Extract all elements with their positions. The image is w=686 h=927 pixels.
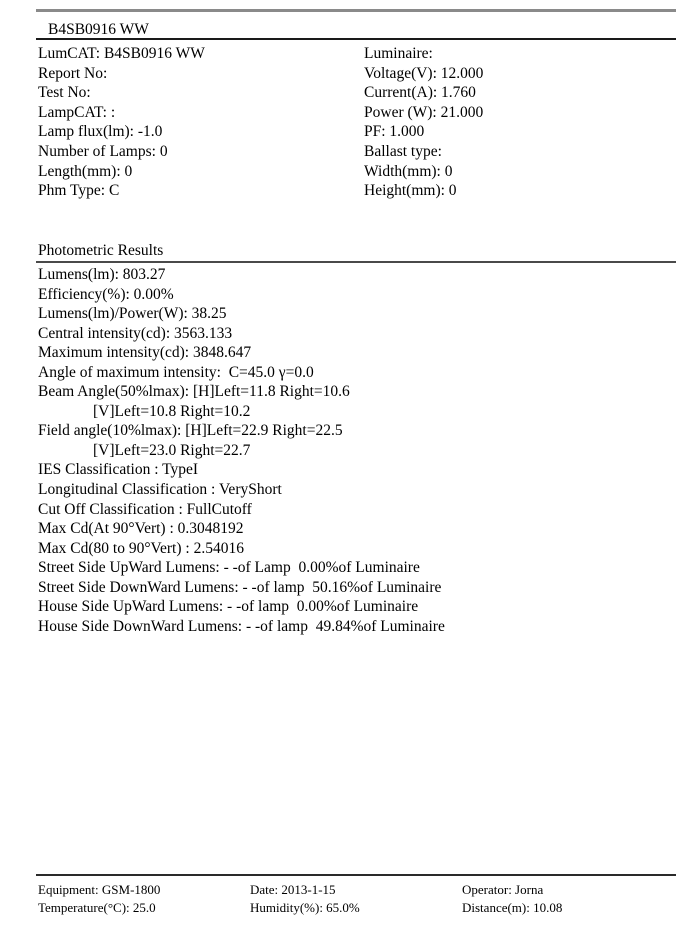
- photometric-underline-rule: [36, 261, 676, 263]
- report-title: B4SB0916 WW: [48, 21, 149, 38]
- footer-column-operator: [462, 881, 562, 916]
- footer-line-date: Date: 2013-1-15: [250, 882, 336, 897]
- photometric-line-beam-angle-v: [V]Left=10.8 Right=10.2: [93, 402, 251, 420]
- info-line-luminaire: Luminaire:: [364, 45, 433, 62]
- photometric-line-ies-classification: IES Classification : TypeI: [38, 461, 199, 479]
- title-underline-rule: [36, 38, 676, 40]
- photometric-line-longitudinal-classification: Longitudinal Classification : VeryShort: [38, 481, 282, 499]
- photometric-line-cutoff-classification: Cut Off Classification : FullCutoff: [38, 500, 252, 518]
- luminaire-info-right-column: [364, 44, 483, 201]
- photometric-line-street-downward-lumens: Street Side DownWard Lumens: - -of lamp 50.16%of Luminaire: [38, 578, 442, 596]
- info-line-num-lamps: Number of Lamps: 0: [38, 142, 168, 160]
- info-line-lampcat: LampCAT: :: [38, 103, 116, 121]
- footer-rule: [36, 874, 676, 876]
- info-line-phm-type: Phm Type: C: [38, 182, 120, 200]
- photometric-line-max-cd-90vert: Max Cd(At 90°Vert) : 0.3048192: [38, 520, 244, 538]
- info-line-lamp-flux: Lamp flux(lm): -1.0: [38, 123, 163, 141]
- footer-column-equipment: [38, 881, 160, 916]
- photometric-line-field-angle-v: [V]Left=23.0 Right=22.7: [93, 441, 251, 459]
- photometric-line-house-upward-lumens: House Side UpWard Lumens: - -of lamp 0.00%of Luminaire: [38, 598, 419, 616]
- footer-line-equipment: Equipment: GSM-1800: [38, 882, 161, 897]
- photometric-line-angle-max-intensity: Angle of maximum intensity: C=45.0 γ=0.0: [38, 363, 314, 381]
- footer-line-operator: Operator: Jorna: [462, 882, 544, 897]
- info-line-lumcat: LumCAT: B4SB0916 WW: [38, 45, 205, 62]
- info-line-current: Current(A): 1.760: [364, 84, 476, 102]
- photometric-line-lumens-per-power: Lumens(lm)/Power(W): 38.25: [38, 305, 227, 323]
- footer-column-date: [250, 881, 360, 916]
- top-rule: [36, 9, 676, 12]
- photometric-line-house-downward-lumens: House Side DownWard Lumens: - -of lamp 49.84%of Luminaire: [38, 617, 445, 635]
- info-line-length: Length(mm): 0: [38, 162, 133, 180]
- photometric-line-lumens: Lumens(lm): 803.27: [38, 266, 166, 283]
- photometric-line-max-cd-80-90vert: Max Cd(80 to 90°Vert) : 2.54016: [38, 539, 244, 557]
- info-line-power: Power (W): 21.000: [364, 103, 484, 121]
- info-line-ballast-type: Ballast type:: [364, 142, 442, 160]
- info-line-width: Width(mm): 0: [364, 162, 453, 180]
- info-line-test-no: Test No:: [38, 84, 91, 102]
- info-line-height: Height(mm): 0: [364, 182, 457, 200]
- info-line-report-no: Report No:: [38, 64, 108, 82]
- luminaire-info-left-column: [38, 44, 205, 201]
- photometric-results-heading: Photometric Results: [38, 242, 164, 259]
- footer-line-humidity: Humidity(%): 65.0%: [250, 899, 360, 915]
- photometric-line-efficiency: Efficiency(%): 0.00%: [38, 285, 174, 303]
- info-line-pf: PF: 1.000: [364, 123, 425, 141]
- photometric-line-street-upward-lumens: Street Side UpWard Lumens: - -of Lamp 0.00%of Luminaire: [38, 559, 420, 577]
- photometric-line-field-angle-h: Field angle(10%lmax): [H]Left=22.9 Right=22.5: [38, 422, 343, 440]
- photometric-results-section: [38, 265, 445, 636]
- photometric-line-maximum-intensity: Maximum intensity(cd): 3848.647: [38, 344, 252, 362]
- footer-line-distance: Distance(m): 10.08: [462, 899, 563, 915]
- photometric-line-beam-angle-h: Beam Angle(50%lmax): [H]Left=11.8 Right=10.6: [38, 383, 350, 401]
- footer-line-temperature: Temperature(°C): 25.0: [38, 899, 156, 915]
- info-line-voltage: Voltage(V): 12.000: [364, 64, 484, 82]
- photometric-line-central-intensity: Central intensity(cd): 3563.133: [38, 324, 233, 342]
